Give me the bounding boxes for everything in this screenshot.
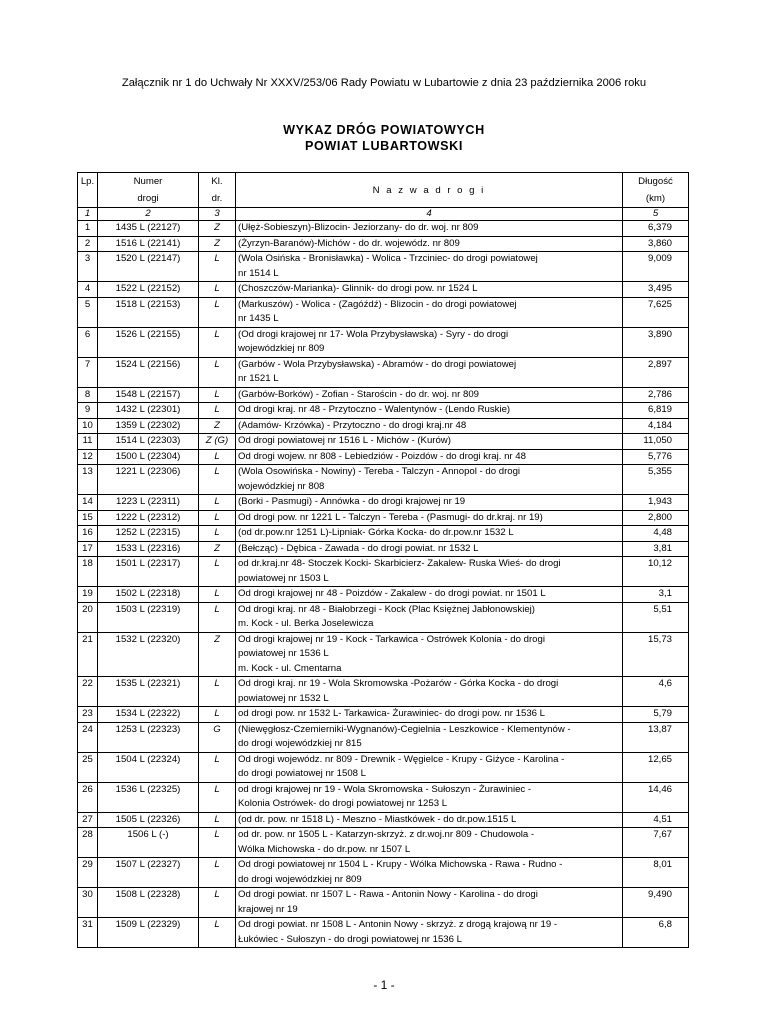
- document-title: WYKAZ DRÓG POWIATOWYCH: [283, 123, 485, 137]
- row-numer: 1526 L (22155): [98, 327, 199, 357]
- row-dlugosc: 10,12: [623, 557, 689, 587]
- row-numer: 1502 L (22318): [98, 587, 199, 603]
- row-dlugosc: 5,776: [623, 449, 689, 465]
- row-kl: Z: [199, 541, 236, 557]
- row-dlugosc: 4,6: [623, 677, 689, 707]
- row-nazwa-line: (Wola Osińska - Bronisławka) - Wolica - Trzciniec- do drogi powiatowej: [238, 253, 538, 264]
- table-row: [78, 387, 689, 403]
- row-dlugosc: 1,943: [623, 495, 689, 511]
- row-lp: 21: [78, 632, 98, 677]
- row-nazwa: [236, 752, 623, 782]
- table-row: [78, 587, 689, 603]
- row-numer: 1505 L (22326): [98, 812, 199, 828]
- table-row: [78, 495, 689, 511]
- row-kl: L: [199, 707, 236, 723]
- table-row: [78, 297, 689, 327]
- row-lp: 1: [78, 221, 98, 237]
- column-number: 1: [78, 208, 98, 221]
- row-lp: 10: [78, 418, 98, 434]
- table-row: [78, 828, 689, 858]
- row-lp: 8: [78, 387, 98, 403]
- table-row: [78, 541, 689, 557]
- row-dlugosc: 7,67: [623, 828, 689, 858]
- row-lp: 6: [78, 327, 98, 357]
- row-kl: G: [199, 722, 236, 752]
- row-nazwa-line: (Garbów - Wola Przybysławska) - Abramów - do drogi powiatowej: [238, 358, 517, 370]
- row-kl: L: [199, 449, 236, 465]
- table-row: [78, 236, 689, 252]
- row-nazwa: [236, 632, 623, 677]
- row-lp: 23: [78, 707, 98, 723]
- row-numer: 1533 L (22316): [98, 541, 199, 557]
- row-nazwa-line: powiatowej nr 1503 L: [238, 572, 329, 584]
- row-nazwa-line: do drogi wojewódzkiej nr 809: [238, 873, 362, 885]
- row-kl: Z: [199, 418, 236, 434]
- row-nazwa-line: Od drogi wojewódz. nr 809 - Drewnik - Węgielce - Krupy - Giżyce - Karolina -: [238, 753, 565, 765]
- row-nazwa-line: (Wola Osowińska - Nowiny) - Tereba - Talczyn - Annopol - do drogi: [238, 466, 521, 477]
- row-nazwa-line: od drogi pow. nr 1532 L- Tarkawica- Żurawiniec- do drogi pow. nr 1536 L: [238, 708, 545, 719]
- row-nazwa: [236, 782, 623, 812]
- row-nazwa: [236, 587, 623, 603]
- row-nazwa-line: nr 1521 L: [238, 373, 279, 384]
- row-dlugosc: 2,800: [623, 510, 689, 526]
- table-row: [78, 434, 689, 450]
- row-numer: 1221 L (22306): [98, 465, 199, 495]
- table-row: [78, 418, 689, 434]
- row-nazwa-line: nr 1435 L: [238, 313, 279, 324]
- row-lp: 12: [78, 449, 98, 465]
- row-nazwa-line: od dr. pow. nr 1505 L - Katarzyn-skrzyż. z dr.woj.nr 809 - Chudowola -: [238, 829, 535, 840]
- table-header-row: [78, 173, 689, 208]
- row-nazwa-line: (od dr. pow. nr 1518 L) - Meszno - Miastkówek - do dr.pow.1515 L: [238, 813, 517, 825]
- table-row: [78, 221, 689, 237]
- row-nazwa-line: Od drogi powiatowej nr 1516 L - Michów - (Kurów): [238, 435, 451, 446]
- row-kl: L: [199, 752, 236, 782]
- row-numer: 1516 L (22141): [98, 236, 199, 252]
- row-kl: L: [199, 465, 236, 495]
- row-kl: L: [199, 510, 236, 526]
- row-numer: 1503 L (22319): [98, 602, 199, 632]
- row-nazwa: [236, 707, 623, 723]
- row-numer: 1504 L (22324): [98, 752, 199, 782]
- row-nazwa: [236, 387, 623, 403]
- row-nazwa-line: od drogi krajowej nr 19 - Wola Skromowska - Sułoszyn - Żurawiniec -: [238, 783, 532, 795]
- table-row: [78, 282, 689, 298]
- table-row: [78, 357, 689, 387]
- row-lp: 27: [78, 812, 98, 828]
- row-nazwa: [236, 602, 623, 632]
- row-nazwa: [236, 449, 623, 465]
- row-nazwa-line: Od drogi powiat. nr 1508 L - Antonin Nowy - skrzyż. z drogą krajową nr 19 -: [238, 919, 558, 930]
- row-kl: L: [199, 677, 236, 707]
- column-number: 4: [236, 208, 623, 221]
- row-nazwa-line: Od drogi krajowej nr 19 - Kock - Tarkawica - Ostrówek Kolonia - do drogi: [238, 633, 545, 645]
- row-kl: L: [199, 357, 236, 387]
- row-numer: 1518 L (22153): [98, 297, 199, 327]
- row-nazwa: [236, 221, 623, 237]
- row-nazwa-line: Od drogi powiat. nr 1507 L - Rawa - Antonin Nowy - Karolina - do drogi: [238, 889, 538, 900]
- header-lp: Lp.: [78, 173, 98, 208]
- table-row: [78, 752, 689, 782]
- row-dlugosc: 6,379: [623, 221, 689, 237]
- row-nazwa-line: (Ułęż-Sobieszyn)-Blizocin- Jeziorzany- do dr. woj. nr 809: [238, 222, 479, 233]
- row-nazwa-line: wojewódzkiej nr 809: [238, 343, 325, 354]
- row-nazwa-line: Od drogi pow. nr 1221 L - Talczyn - Tereba - (Pasmugi- do dr.kraj. nr 19): [238, 511, 543, 523]
- table-row: [78, 888, 689, 918]
- row-nazwa-line: powiatowej nr 1532 L: [238, 692, 329, 704]
- row-nazwa-line: (Adamów- Krzówka) - Przytoczno - do drogi kraj.nr 48: [238, 419, 467, 431]
- row-lp: 11: [78, 434, 98, 450]
- row-nazwa-line: Łukówiec - Sułoszyn - do drogi powiatowej nr 1536 L: [238, 933, 462, 945]
- row-dlugosc: 9,009: [623, 252, 689, 282]
- row-kl: L: [199, 252, 236, 282]
- row-numer: 1532 L (22320): [98, 632, 199, 677]
- row-dlugosc: 4,51: [623, 812, 689, 828]
- row-kl: L: [199, 387, 236, 403]
- row-kl: Z: [199, 632, 236, 677]
- page-number: - 1 -: [373, 978, 395, 992]
- row-nazwa: [236, 282, 623, 298]
- table-row: [78, 449, 689, 465]
- row-numer: 1252 L (22315): [98, 526, 199, 542]
- row-nazwa-line: Od drogi powiatowej nr 1504 L - Krupy - Wólka Michowska - Rawa - Rudno -: [238, 859, 563, 870]
- row-nazwa-line: m. Kock - ul. Berka Joselewicza: [238, 618, 374, 629]
- row-dlugosc: 6,819: [623, 403, 689, 419]
- row-dlugosc: 11,050: [623, 434, 689, 450]
- column-number: 3: [199, 208, 236, 221]
- row-kl: L: [199, 297, 236, 327]
- row-lp: 2: [78, 236, 98, 252]
- row-lp: 9: [78, 403, 98, 419]
- table-row: [78, 252, 689, 282]
- row-dlugosc: 7,625: [623, 297, 689, 327]
- header-dlugosc: Długość (km): [623, 173, 689, 208]
- header-nazwa: N a z w a d r o g i: [236, 173, 623, 208]
- row-dlugosc: 3,495: [623, 282, 689, 298]
- row-kl: L: [199, 812, 236, 828]
- row-kl: L: [199, 888, 236, 918]
- row-nazwa-line: (Bełcząc) - Dębica - Zawada - do drogi powiat. nr 1532 L: [238, 542, 479, 554]
- table-row: [78, 526, 689, 542]
- table-row: [78, 403, 689, 419]
- row-dlugosc: 3,860: [623, 236, 689, 252]
- row-dlugosc: 8,01: [623, 858, 689, 888]
- row-lp: 26: [78, 782, 98, 812]
- row-dlugosc: 14,46: [623, 782, 689, 812]
- table-row: [78, 465, 689, 495]
- column-number: 5: [623, 208, 689, 221]
- row-lp: 4: [78, 282, 98, 298]
- row-nazwa: [236, 541, 623, 557]
- row-dlugosc: 12,65: [623, 752, 689, 782]
- row-lp: 14: [78, 495, 98, 511]
- row-numer: 1507 L (22327): [98, 858, 199, 888]
- row-dlugosc: 5,355: [623, 465, 689, 495]
- row-kl: L: [199, 282, 236, 298]
- row-nazwa: [236, 297, 623, 327]
- row-lp: 31: [78, 918, 98, 948]
- row-lp: 30: [78, 888, 98, 918]
- row-numer: 1509 L (22329): [98, 918, 199, 948]
- row-kl: L: [199, 403, 236, 419]
- row-kl: L: [199, 858, 236, 888]
- row-nazwa-line: do drogi powiatowej nr 1508 L: [238, 768, 367, 779]
- row-numer: 1223 L (22311): [98, 495, 199, 511]
- row-numer: 1522 L (22152): [98, 282, 199, 298]
- row-numer: 1534 L (22322): [98, 707, 199, 723]
- row-numer: 1253 L (22323): [98, 722, 199, 752]
- table-row: [78, 782, 689, 812]
- row-nazwa-line: Wólka Michowska - do dr.pow. nr 1507 L: [238, 843, 411, 855]
- row-kl: L: [199, 828, 236, 858]
- table-row: [78, 677, 689, 707]
- row-nazwa: [236, 526, 623, 542]
- table-row: [78, 918, 689, 948]
- row-numer: 1520 L (22147): [98, 252, 199, 282]
- row-numer: 1435 L (22127): [98, 221, 199, 237]
- header-kl: Kl. dr.: [199, 173, 236, 208]
- table-row: [78, 722, 689, 752]
- column-number: 2: [98, 208, 199, 221]
- row-nazwa-line: krajowej nr 19: [238, 903, 298, 915]
- row-nazwa: [236, 557, 623, 587]
- row-numer: 1548 L (22157): [98, 387, 199, 403]
- row-dlugosc: 6,8: [623, 918, 689, 948]
- row-nazwa-line: Od drogi kraj. nr 19 - Wola Skromowska -Pożarów - Górka Kocka - do drogi: [238, 678, 559, 689]
- row-kl: L: [199, 782, 236, 812]
- row-nazwa-line: (Borki - Pasmugi) - Annówka - do drogi krajowej nr 19: [238, 496, 466, 507]
- row-nazwa-line: (Od drogi krajowej nr 17- Wola Przybysławska) - Syry - do drogi: [238, 328, 509, 340]
- row-nazwa-line: m. Kock - ul. Cmentarna: [238, 662, 342, 674]
- row-nazwa: [236, 510, 623, 526]
- table-row: [78, 602, 689, 632]
- row-dlugosc: 3,890: [623, 327, 689, 357]
- row-nazwa: [236, 418, 623, 434]
- row-dlugosc: 3,1: [623, 587, 689, 603]
- row-lp: 7: [78, 357, 98, 387]
- attachment-note: Załącznik nr 1 do Uchwały Nr XXXV/253/06 Rady Powiatu w Lubartowie z dnia 23 października 2006 roku: [121, 77, 647, 89]
- row-lp: 24: [78, 722, 98, 752]
- row-lp: 13: [78, 465, 98, 495]
- row-lp: 29: [78, 858, 98, 888]
- row-nazwa: [236, 677, 623, 707]
- table-row: [78, 707, 689, 723]
- row-dlugosc: 15,73: [623, 632, 689, 677]
- row-lp: 16: [78, 526, 98, 542]
- row-kl: Z (G): [199, 434, 236, 450]
- row-nazwa-line: (Markuszów) - Wolica - (Zagóźdź) - Blizocin - do drogi powiatowej: [238, 298, 517, 310]
- row-kl: L: [199, 587, 236, 603]
- row-kl: L: [199, 602, 236, 632]
- row-dlugosc: 9,490: [623, 888, 689, 918]
- table-row: [78, 858, 689, 888]
- table-row: [78, 812, 689, 828]
- row-lp: 3: [78, 252, 98, 282]
- table-row: [78, 632, 689, 677]
- row-nazwa-line: wojewódzkiej nr 808: [238, 480, 325, 492]
- row-numer: 1501 L (22317): [98, 557, 199, 587]
- row-nazwa-line: Od drogi kraj. nr 48 - Przytoczno - Walentynów - (Lendo Ruskie): [238, 404, 511, 415]
- row-kl: L: [199, 526, 236, 542]
- row-numer: 1506 L (-): [98, 828, 199, 858]
- row-lp: 28: [78, 828, 98, 858]
- row-kl: L: [199, 557, 236, 587]
- table-row: [78, 327, 689, 357]
- row-nazwa-line: (Choszczów-Marianka)- Glinnik- do drogi pow. nr 1524 L: [238, 283, 478, 294]
- table-row: [78, 557, 689, 587]
- roads-table: [77, 172, 689, 948]
- row-dlugosc: 4,48: [623, 526, 689, 542]
- row-nazwa: [236, 722, 623, 752]
- row-kl: L: [199, 918, 236, 948]
- row-lp: 22: [78, 677, 98, 707]
- row-numer: 1222 L (22312): [98, 510, 199, 526]
- header-numer: Numer drogi: [98, 173, 199, 208]
- row-nazwa-line: Od drogi wojew. nr 808 - Lebiedziów - Poizdów - do drogi kraj. nr 48: [238, 450, 526, 462]
- row-dlugosc: 4,184: [623, 418, 689, 434]
- row-nazwa-line: Od drogi krajowej nr 48 - Poizdów - Zakalew - do drogi powiat. nr 1501 L: [238, 588, 546, 599]
- row-nazwa: [236, 888, 623, 918]
- row-numer: 1524 L (22156): [98, 357, 199, 387]
- row-lp: 17: [78, 541, 98, 557]
- row-nazwa-line: (Niewęgłosz-Czemierniki-Wygnanów)-Cegielnia - Leszkowice - Klementynów -: [238, 723, 571, 735]
- row-nazwa-line: (od dr.pow.nr 1251 L)-Lipniak- Górka Kocka- do dr.pow.nr 1532 L: [238, 527, 514, 538]
- row-numer: 1500 L (22304): [98, 449, 199, 465]
- row-nazwa: [236, 357, 623, 387]
- row-lp: 15: [78, 510, 98, 526]
- row-nazwa: [236, 918, 623, 948]
- row-dlugosc: 13,87: [623, 722, 689, 752]
- row-nazwa-line: (Żyrzyn-Baranów)-Michów - do dr. wojewódz. nr 809: [238, 237, 460, 249]
- row-nazwa: [236, 252, 623, 282]
- row-lp: 19: [78, 587, 98, 603]
- row-nazwa: [236, 812, 623, 828]
- row-nazwa-line: od dr.kraj.nr 48- Stoczek Kocki- Skarbicierz- Zakalew- Ruska Wieś- do drogi: [238, 558, 561, 569]
- row-numer: 1432 L (22301): [98, 403, 199, 419]
- table-row: [78, 510, 689, 526]
- row-nazwa: [236, 465, 623, 495]
- row-numer: 1535 L (22321): [98, 677, 199, 707]
- row-lp: 5: [78, 297, 98, 327]
- row-nazwa-line: Od drogi kraj. nr 48 - Białobrzegi - Kock (Plac Księżnej Jabłonowskiej): [238, 603, 535, 615]
- row-nazwa: [236, 327, 623, 357]
- row-dlugosc: 2,786: [623, 387, 689, 403]
- row-kl: L: [199, 495, 236, 511]
- row-numer: 1514 L (22303): [98, 434, 199, 450]
- document-subtitle: POWIAT LUBARTOWSKI: [305, 139, 463, 153]
- row-numer: 1508 L (22328): [98, 888, 199, 918]
- row-nazwa: [236, 828, 623, 858]
- row-nazwa: [236, 403, 623, 419]
- row-nazwa-line: nr 1514 L: [238, 267, 279, 279]
- row-lp: 18: [78, 557, 98, 587]
- row-dlugosc: 5,79: [623, 707, 689, 723]
- row-nazwa: [236, 434, 623, 450]
- row-nazwa-line: powiatowej nr 1536 L: [238, 648, 329, 659]
- row-lp: 20: [78, 602, 98, 632]
- row-kl: Z: [199, 236, 236, 252]
- row-dlugosc: 2,897: [623, 357, 689, 387]
- row-nazwa-line: Kolonia Ostrówek- do drogi powiatowej nr 1253 L: [238, 798, 448, 809]
- row-kl: L: [199, 327, 236, 357]
- column-number-row: [78, 208, 689, 221]
- row-nazwa-line: (Garbów-Borków) - Zofian - Starościn - do dr. woj. nr 809: [238, 388, 479, 400]
- row-nazwa: [236, 495, 623, 511]
- row-nazwa: [236, 858, 623, 888]
- row-numer: 1359 L (22302): [98, 418, 199, 434]
- row-numer: 1536 L (22325): [98, 782, 199, 812]
- row-lp: 25: [78, 752, 98, 782]
- row-nazwa-line: do drogi wojewódzkiej nr 815: [238, 738, 362, 749]
- row-dlugosc: 3,81: [623, 541, 689, 557]
- row-nazwa: [236, 236, 623, 252]
- row-kl: Z: [199, 221, 236, 237]
- row-dlugosc: 5,51: [623, 602, 689, 632]
